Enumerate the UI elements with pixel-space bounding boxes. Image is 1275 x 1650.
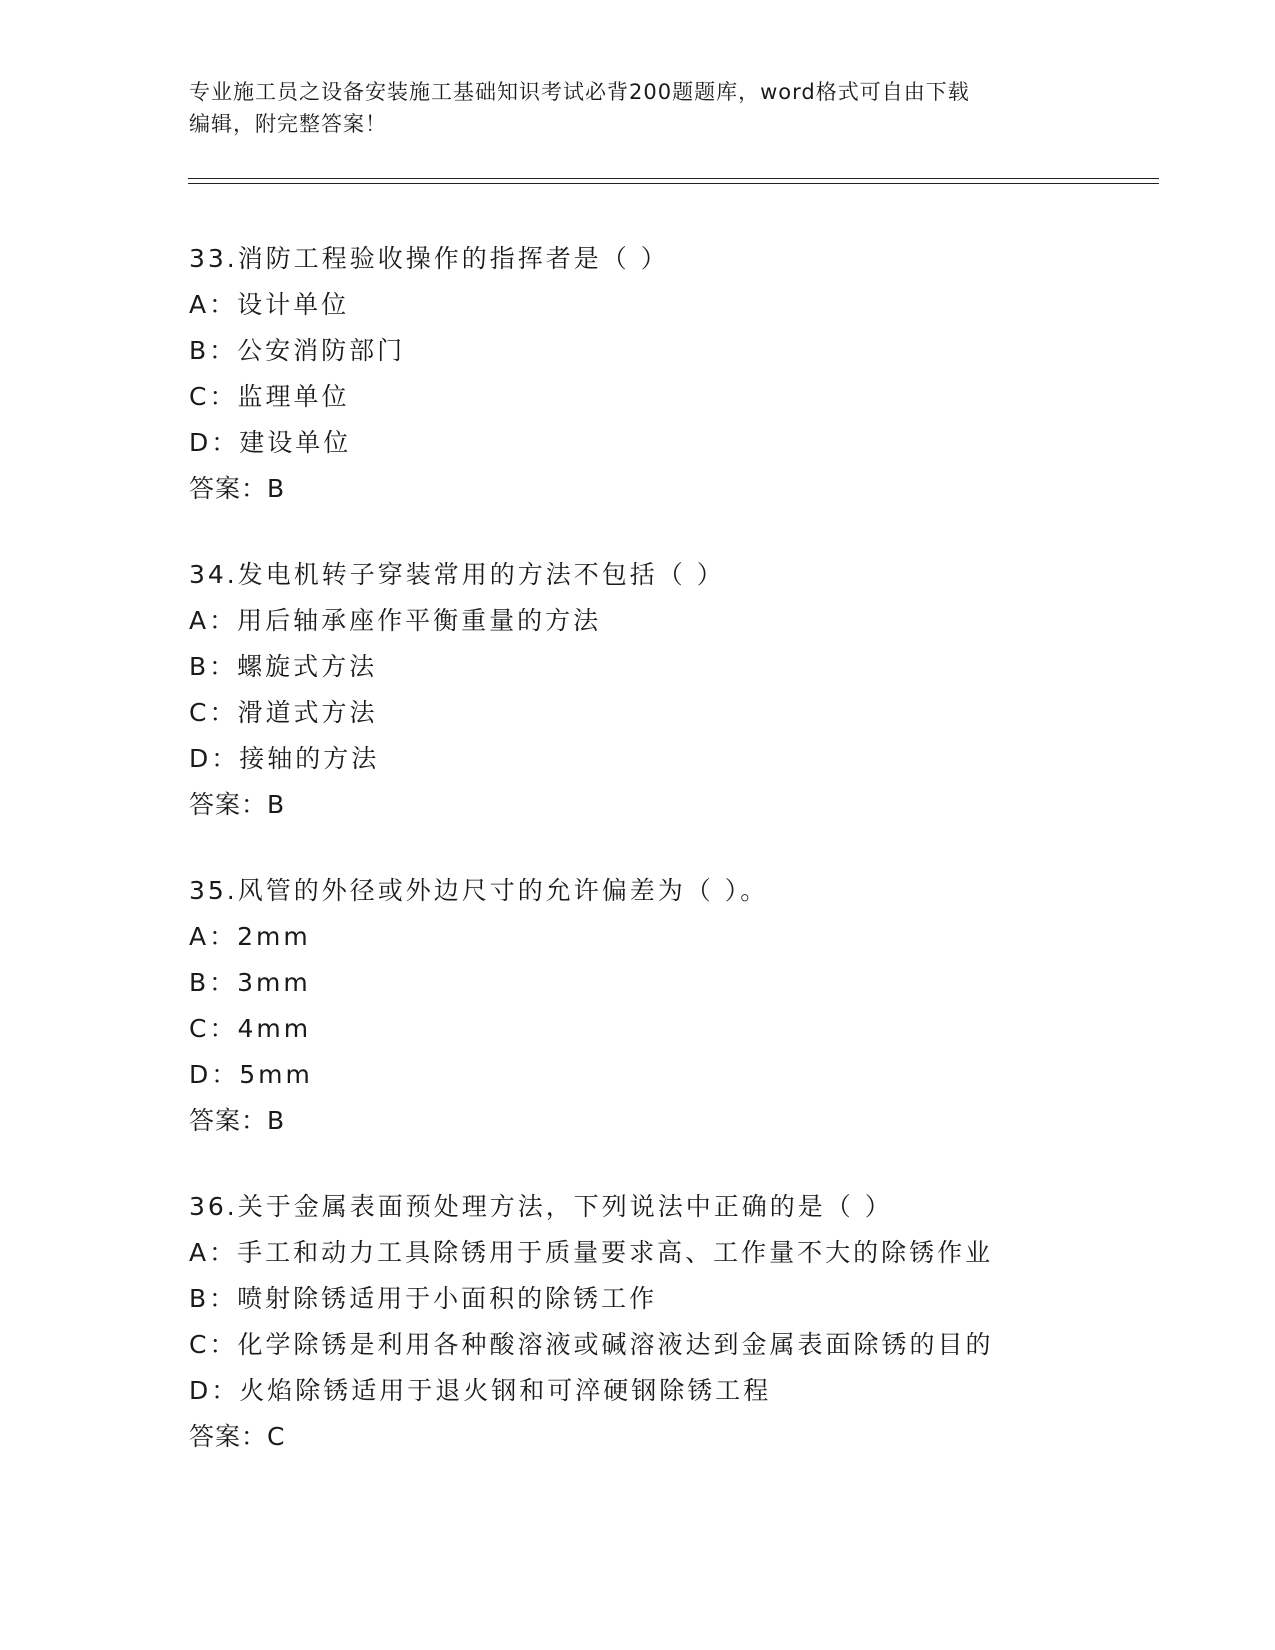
header-rule-top (188, 178, 1159, 179)
option-a: A：手工和动力工具除锈用于质量要求高、工作量不大的除锈作业 (189, 1238, 994, 1267)
header-line-2: 编辑，附完整答案！ (189, 112, 387, 136)
header-line-1: 专业施工员之设备安装施工基础知识考试必背200题题库，word格式可自由下载 (189, 80, 970, 104)
option-c: C：4mm (189, 1014, 312, 1043)
question-33 (189, 236, 1129, 512)
answer: 答案：B (189, 790, 286, 819)
question-stem: 36.关于金属表面预处理方法，下列说法中正确的是（ ） (189, 1192, 893, 1221)
question-34 (189, 552, 1129, 828)
option-c: C：滑道式方法 (189, 698, 378, 727)
question-36 (189, 1184, 1129, 1460)
option-b: B：喷射除锈适用于小面积的除锈工作 (189, 1284, 658, 1313)
option-c: C：化学除锈是利用各种酸溶液或碱溶液达到金属表面除锈的目的 (189, 1330, 994, 1359)
option-b: B：3mm (189, 968, 311, 997)
question-stem: 33.消防工程验收操作的指挥者是（ ） (189, 244, 669, 273)
option-d: D：火焰除锈适用于退火钢和可淬硬钢除锈工程 (189, 1376, 772, 1405)
option-d: D：5mm (189, 1060, 313, 1089)
answer: 答案：C (189, 1422, 286, 1451)
question-stem: 34.发电机转子穿装常用的方法不包括（ ） (189, 560, 725, 589)
answer: 答案：B (189, 1106, 286, 1135)
document-header (189, 76, 1089, 140)
answer: 答案：B (189, 474, 286, 503)
option-d: D：建设单位 (189, 428, 352, 457)
option-b: B：螺旋式方法 (189, 652, 378, 681)
option-d: D：接轴的方法 (189, 744, 380, 773)
question-list (189, 236, 1129, 1500)
option-a: A：2mm (189, 922, 311, 951)
option-a: A：用后轴承座作平衡重量的方法 (189, 606, 602, 635)
question-35 (189, 868, 1129, 1144)
option-a: A：设计单位 (189, 290, 350, 319)
header-rule-bottom (188, 183, 1159, 184)
question-stem: 35.风管的外径或外边尺寸的允许偏差为（ ）。 (189, 876, 769, 905)
option-c: C：监理单位 (189, 382, 350, 411)
option-b: B：公安消防部门 (189, 336, 406, 365)
